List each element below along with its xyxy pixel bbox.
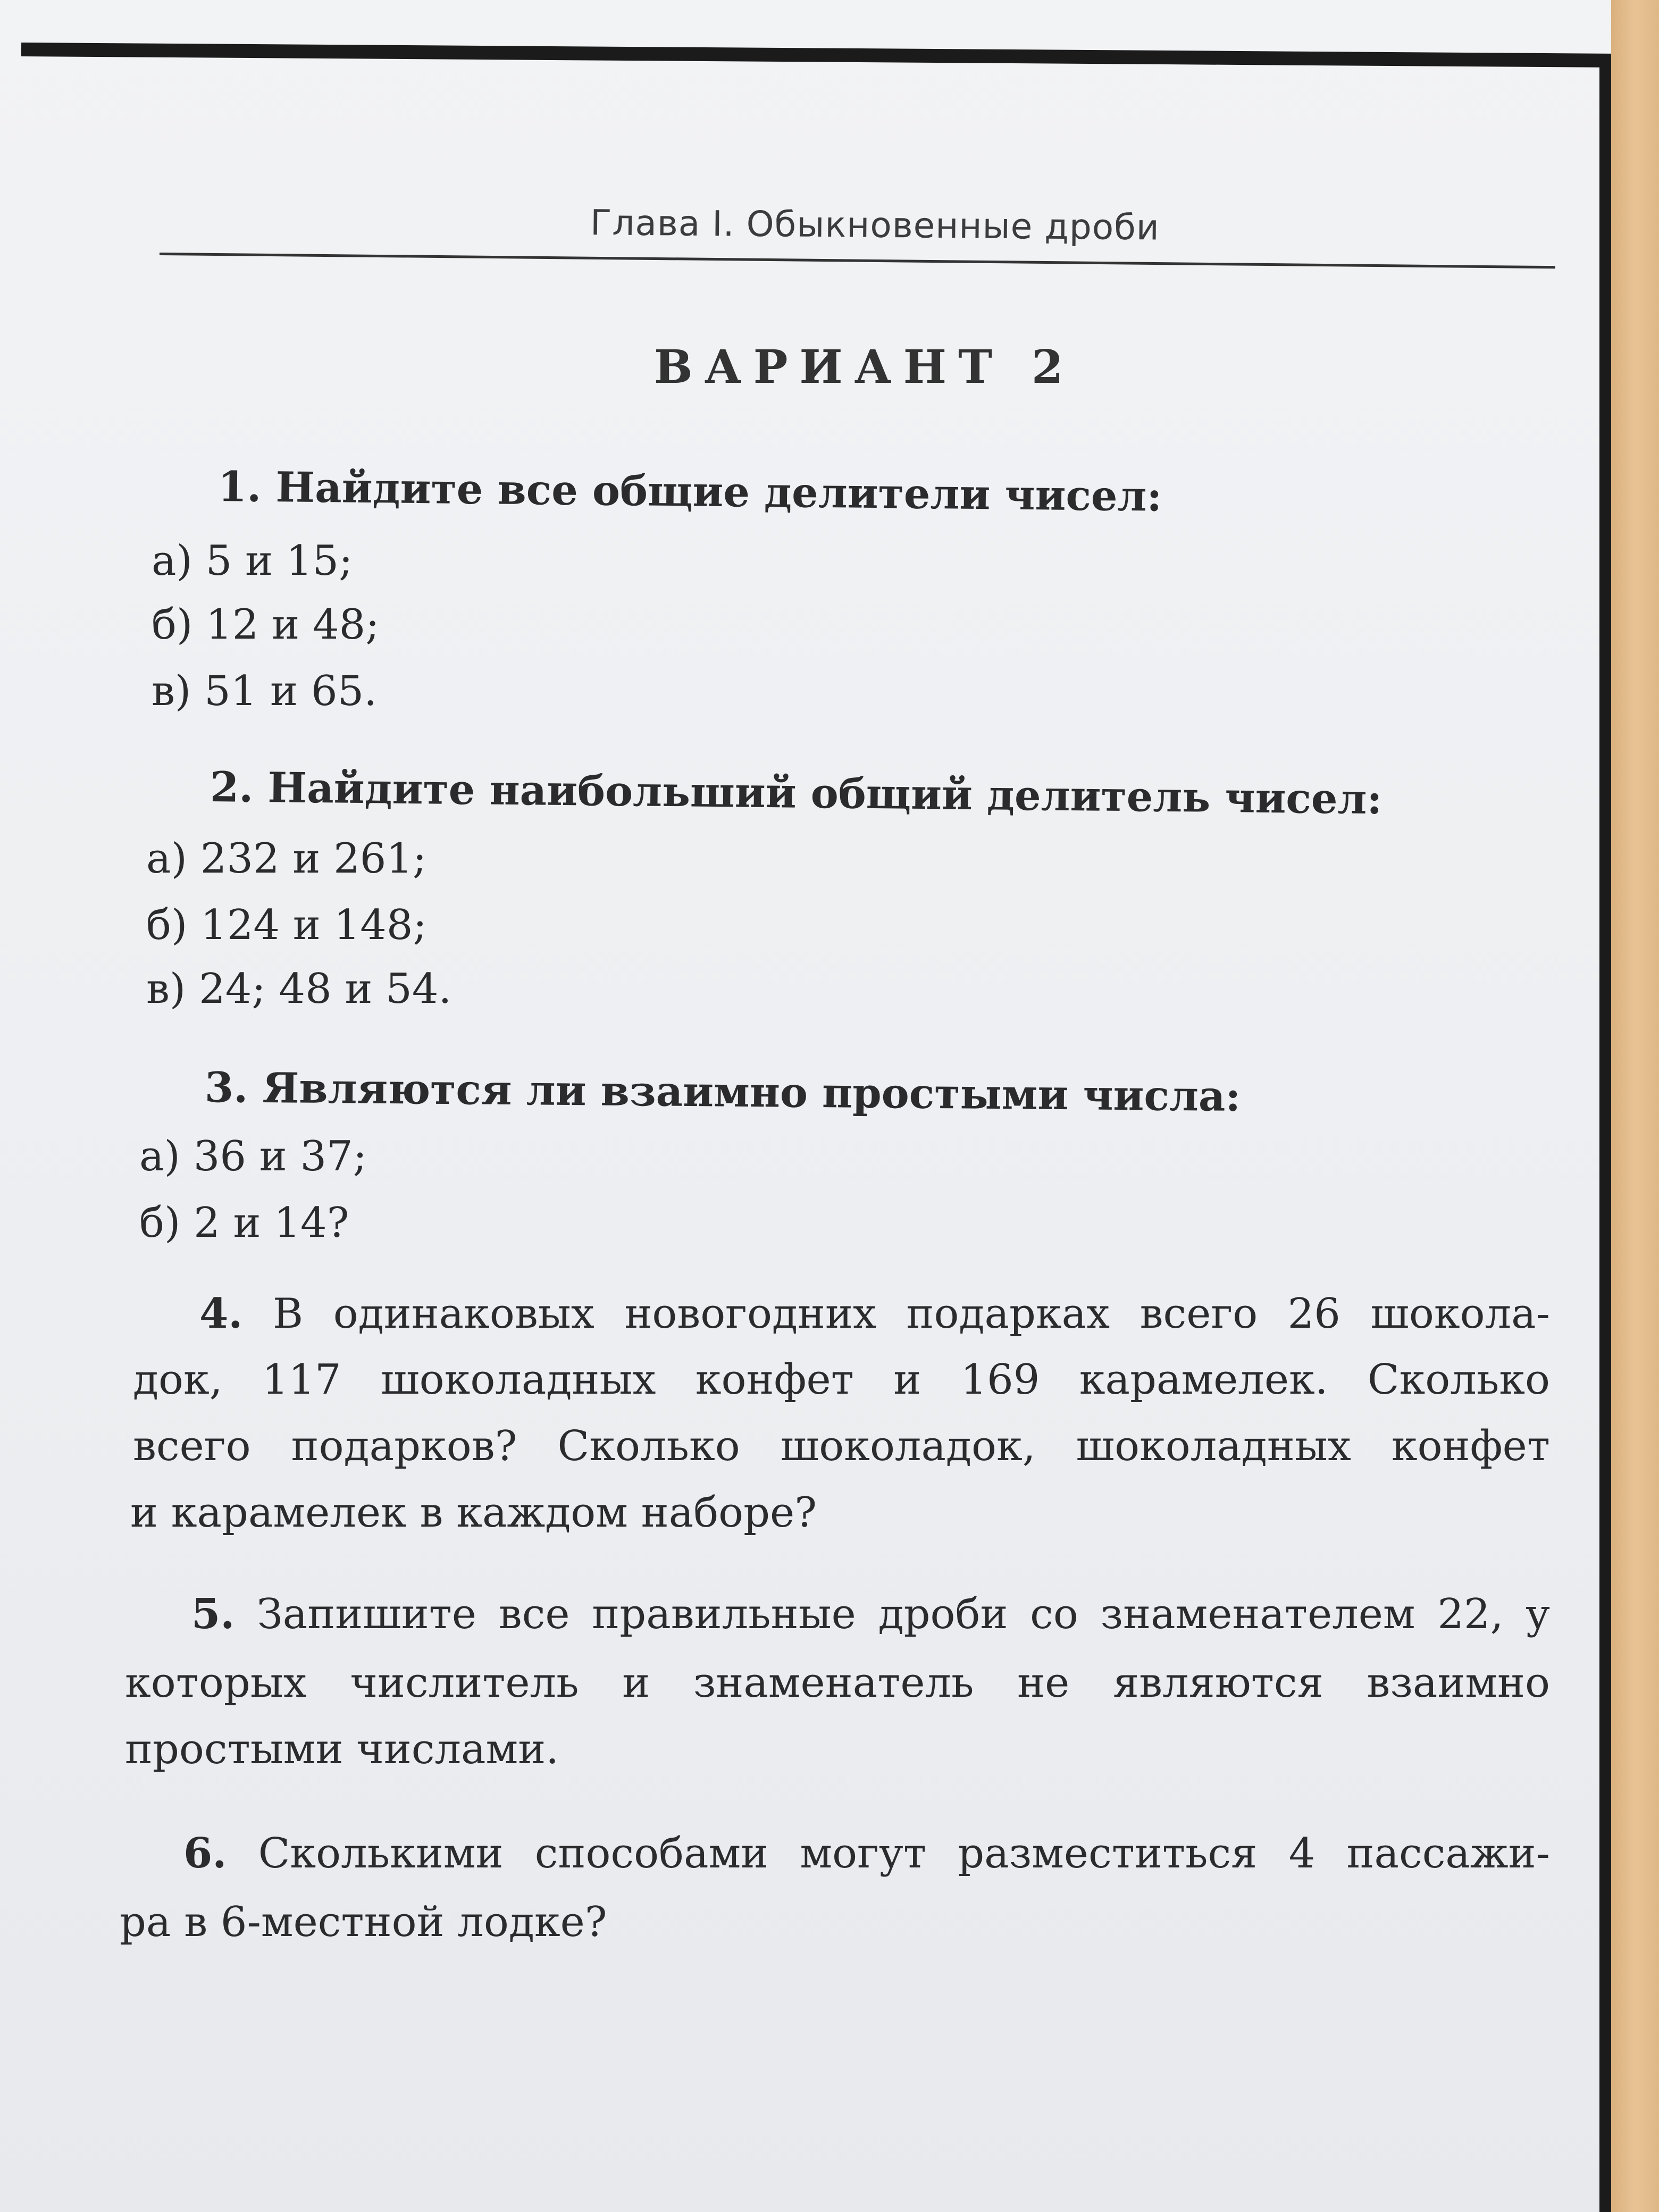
task-5-line-2: которых числитель и знаменатель не являются взаимно bbox=[125, 1659, 1550, 1707]
task-2-question bbox=[210, 763, 1382, 824]
task-text: Найдите все общие делители чисел: bbox=[275, 463, 1162, 521]
task-text: Найдите наибольший общий делитель чисел: bbox=[267, 764, 1382, 824]
task-text: Запишите все правильные дроби со знаменателем 22, у bbox=[257, 1590, 1550, 1638]
task-5-line-3: простыми числами. bbox=[125, 1725, 559, 1773]
task-text: Являются ли взаимно простыми числа: bbox=[262, 1063, 1241, 1121]
task-4-line-2: док, 117 шоколадных конфет и 169 карамелек. Сколько bbox=[133, 1356, 1550, 1404]
task-4-line-1 bbox=[199, 1289, 1550, 1338]
header-divider bbox=[160, 253, 1555, 269]
variant-title: ВАРИАНТ 2 bbox=[654, 340, 1075, 394]
task-number: 5. bbox=[191, 1590, 235, 1638]
task-number: 2. bbox=[210, 763, 254, 812]
task-4-line-3: всего подарков? Сколько шоколадок, шоколадных конфет bbox=[133, 1422, 1550, 1470]
task-1-question bbox=[218, 463, 1162, 521]
task-number: 6. bbox=[183, 1829, 227, 1878]
task-text: Сколькими способами могут разместиться 4 пассажи- bbox=[258, 1830, 1550, 1878]
task-3-item-a: а) 36 и 37; bbox=[139, 1133, 367, 1180]
task-1-item-b: б) 12 и 48; bbox=[152, 601, 380, 649]
task-2-item-c: в) 24; 48 и 54. bbox=[146, 965, 452, 1013]
chapter-header: Глава I. Обыкновенные дроби bbox=[590, 202, 1160, 248]
task-text: В одинаковых новогодних подарках всего 26 шокола- bbox=[272, 1290, 1550, 1338]
page-right-border bbox=[1599, 58, 1611, 2212]
task-number: 1. bbox=[217, 463, 262, 512]
wooden-table-edge bbox=[1611, 0, 1659, 2212]
task-6-line-2: ра в 6-местной лодке? bbox=[120, 1898, 607, 1946]
task-1-item-c: в) 51 и 65. bbox=[152, 667, 378, 715]
task-6-line-1 bbox=[183, 1829, 1550, 1878]
task-2-item-a: а) 232 и 261; bbox=[146, 835, 427, 883]
task-1-item-a: а) 5 и 15; bbox=[152, 537, 353, 585]
task-2-item-b: б) 124 и 148; bbox=[146, 901, 427, 949]
task-number: 4. bbox=[199, 1289, 243, 1338]
task-4-line-4: и карамелек в каждом наборе? bbox=[130, 1489, 817, 1537]
task-number: 3. bbox=[204, 1063, 248, 1112]
task-5-line-1 bbox=[191, 1590, 1550, 1638]
task-3-item-b: б) 2 и 14? bbox=[139, 1199, 349, 1247]
task-3-question bbox=[205, 1063, 1241, 1121]
